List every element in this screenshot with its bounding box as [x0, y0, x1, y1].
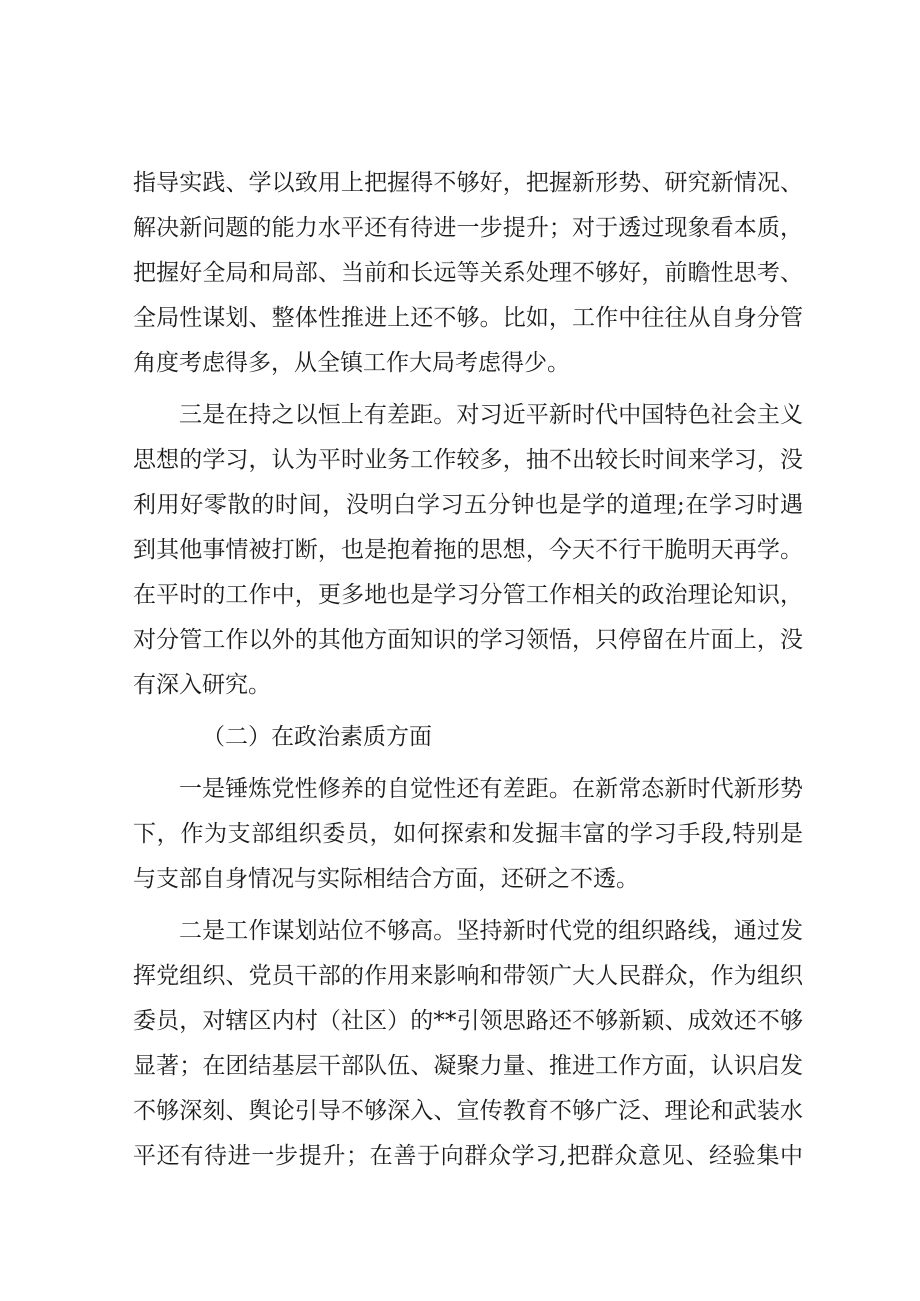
text-line: 到其他事情被打断，也是抱着拖的思想，今天不行干脆明天再学。: [133, 537, 803, 563]
text-line: 思想的学习，认为平时业务工作较多，抽不出较长时间来学习，没: [133, 447, 803, 473]
section-heading: [133, 715, 803, 760]
paragraph-party-spirit: [133, 767, 803, 902]
text-line: 与支部自身情况与实际相结合方面，还研之不透。: [133, 866, 639, 892]
paragraph-persistence-gap: [133, 393, 803, 708]
document-body: [133, 161, 803, 1179]
paragraph-work-planning: [133, 909, 803, 1179]
text-line: 委员，对辖区内村（社区）的**引领思路还不够新颖、成效还不够: [133, 1008, 803, 1034]
text-line: 解决新问题的能力水平还有待进一步提升；对于透过现象看本质，: [133, 215, 803, 241]
heading-text: （二）在政治素质方面: [202, 724, 432, 750]
text-line: 全局性谋划、整体性推进上还不够。比如，工作中往往从自身分管: [133, 305, 803, 331]
text-line: 利用好零散的时间，没明白学习五分钟也是学的道理;在学习时遇: [133, 492, 803, 518]
text-line: 不够深刻、舆论引导不够深入、宣传教育不够广泛、理论和武装水: [133, 1098, 803, 1124]
text-line: 二是工作谋划站位不够高。坚持新时代党的组织路线，通过发: [179, 918, 803, 944]
text-line: 有深入研究。: [133, 672, 271, 698]
paragraph-continuation: [133, 161, 803, 386]
text-line: 下，作为支部组织委员，如何探索和发掘丰富的学习手段,特别是: [133, 821, 803, 847]
text-line: 指导实践、学以致用上把握得不够好，把握新形势、研究新情况、: [133, 170, 803, 196]
text-line: 挥党组织、党员干部的作用来影响和带领广大人民群众，作为组织: [133, 963, 803, 989]
text-line: 平还有待进一步提升；在善于向群众学习,把群众意见、经验集中: [133, 1143, 803, 1169]
text-line: 对分管工作以外的其他方面知识的学习领悟，只停留在片面上，没: [133, 627, 803, 653]
text-line: 角度考虑得多，从全镇工作大局考虑得少。: [133, 350, 570, 376]
text-line: 三是在持之以恒上有差距。对习近平新时代中国特色社会主义: [179, 402, 803, 428]
text-line: 一是锤炼党性修养的自觉性还有差距。在新常态新时代新形势: [179, 776, 803, 802]
text-line: 把握好全局和局部、当前和长远等关系处理不够好，前瞻性思考、: [133, 260, 803, 286]
text-line: 在平时的工作中，更多地也是学习分管工作相关的政治理论知识，: [133, 582, 803, 608]
text-line: 显著；在团结基层干部队伍、凝聚力量、推进工作方面，认识启发: [133, 1053, 803, 1079]
